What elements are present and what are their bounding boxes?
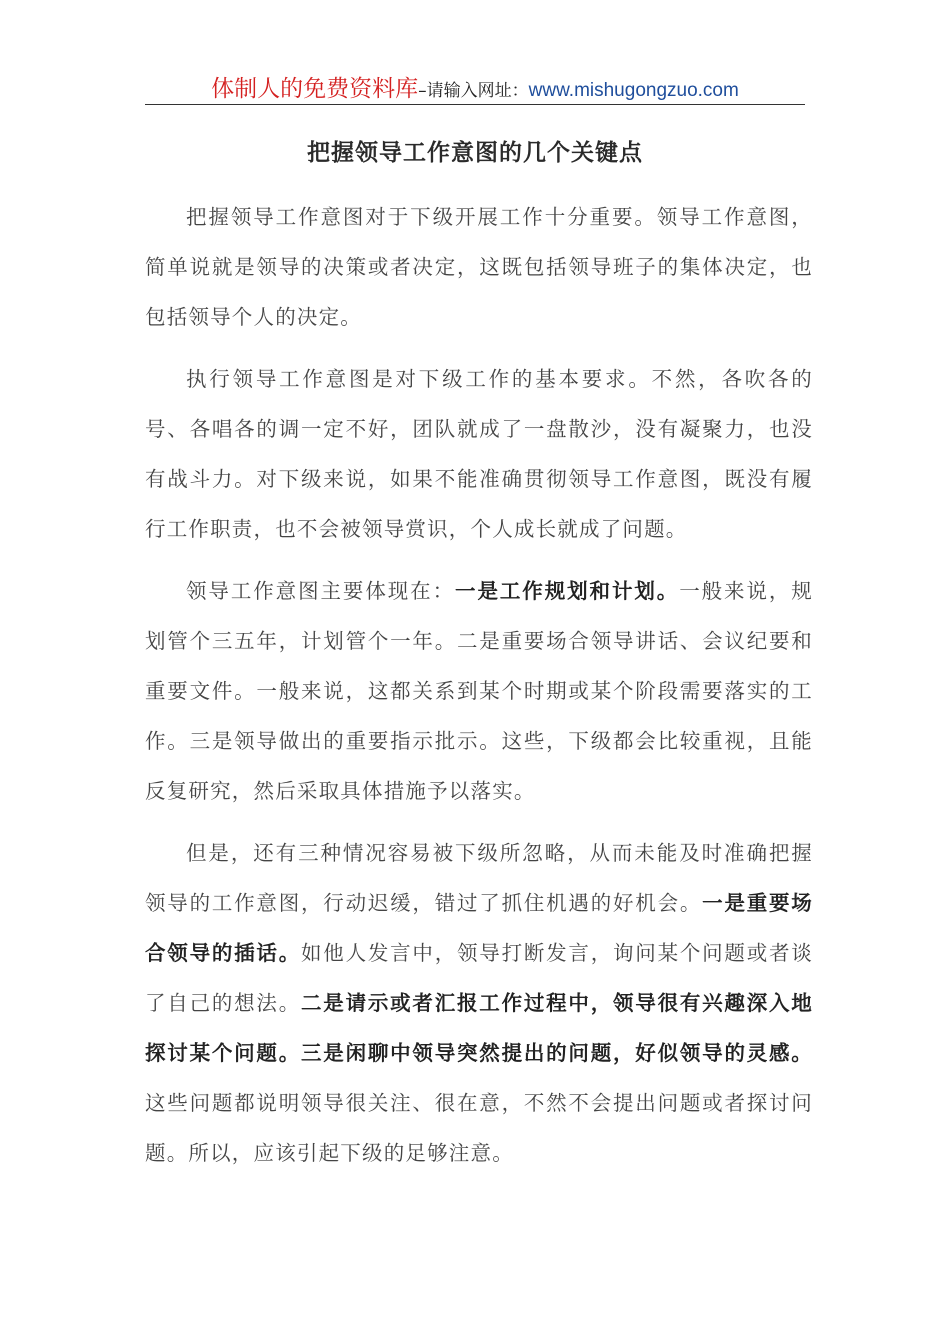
bold-emphasis: 一是工作规划和计划。: [455, 579, 680, 603]
document-title: 把握领导工作意图的几个关键点: [307, 139, 643, 166]
paragraph-text: 一般来说，规划管个三五年，计划管个一年。二是重要场合领导讲话、会议纪要和重要文件。一般来说，这都关系到某个时期或某个阶段需要落实的工作。三是领导做出的重要指示批示。这些，下级都会比较重视，且能反复研究，然后采取具体措施予以落实。: [145, 579, 814, 803]
paragraph-text: 这些问题都说明领导很关注、很在意，不然不会提出问题或者探讨问题。所以，应该引起下级的足够注意。: [145, 1091, 813, 1165]
document-body: [145, 192, 813, 1190]
website-link[interactable]: www.mishugongzuo.com: [528, 80, 739, 101]
paragraph-3: [145, 566, 813, 816]
paragraph-2: [145, 354, 813, 554]
paragraph-text: 但是，还有三种情况容易被下级所忽略，从而未能及时准确把握领导的工作意图，行动迟缓，错过了抓住机遇的好机会。: [145, 841, 813, 915]
paragraph-text: 把握领导工作意图对于下级开展工作十分重要。领导工作意图，简单说就是领导的决策或者决定，这既包括领导班子的集体决定，也包括领导个人的决定。: [145, 205, 813, 329]
paragraph-text: 领导工作意图主要体现在：: [186, 579, 456, 603]
paragraph-text: 执行领导工作意图是对下级工作的基本要求。不然，各吹各的号、各唱各的调一定不好，团队就成了一盘散沙，没有凝聚力，也没有战斗力。对下级来说，如果不能准确贯彻领导工作意图，既没有履行工作职责，也不会被领导赏识，个人成长就成了问题。: [145, 367, 813, 541]
bold-emphasis: 二是请示或者汇报工作过程中，领导很有兴趣深入地探讨某个问题。三是闲聊中领导突然提出的问题，好似领导的灵感。: [145, 991, 813, 1065]
url-prompt: –请输入网址：: [418, 81, 529, 101]
bold-emphasis: 一是重要场合领导的插话。: [145, 891, 814, 965]
paragraph-4: [145, 828, 813, 1178]
brand-title: 体制人的免费资料库: [211, 76, 419, 102]
page-header: [145, 70, 805, 105]
paragraph-text: 如他人发言中，领导打断发言，询问某个问题或者谈了自己的想法。: [145, 941, 813, 1015]
paragraph-1: [145, 192, 813, 342]
